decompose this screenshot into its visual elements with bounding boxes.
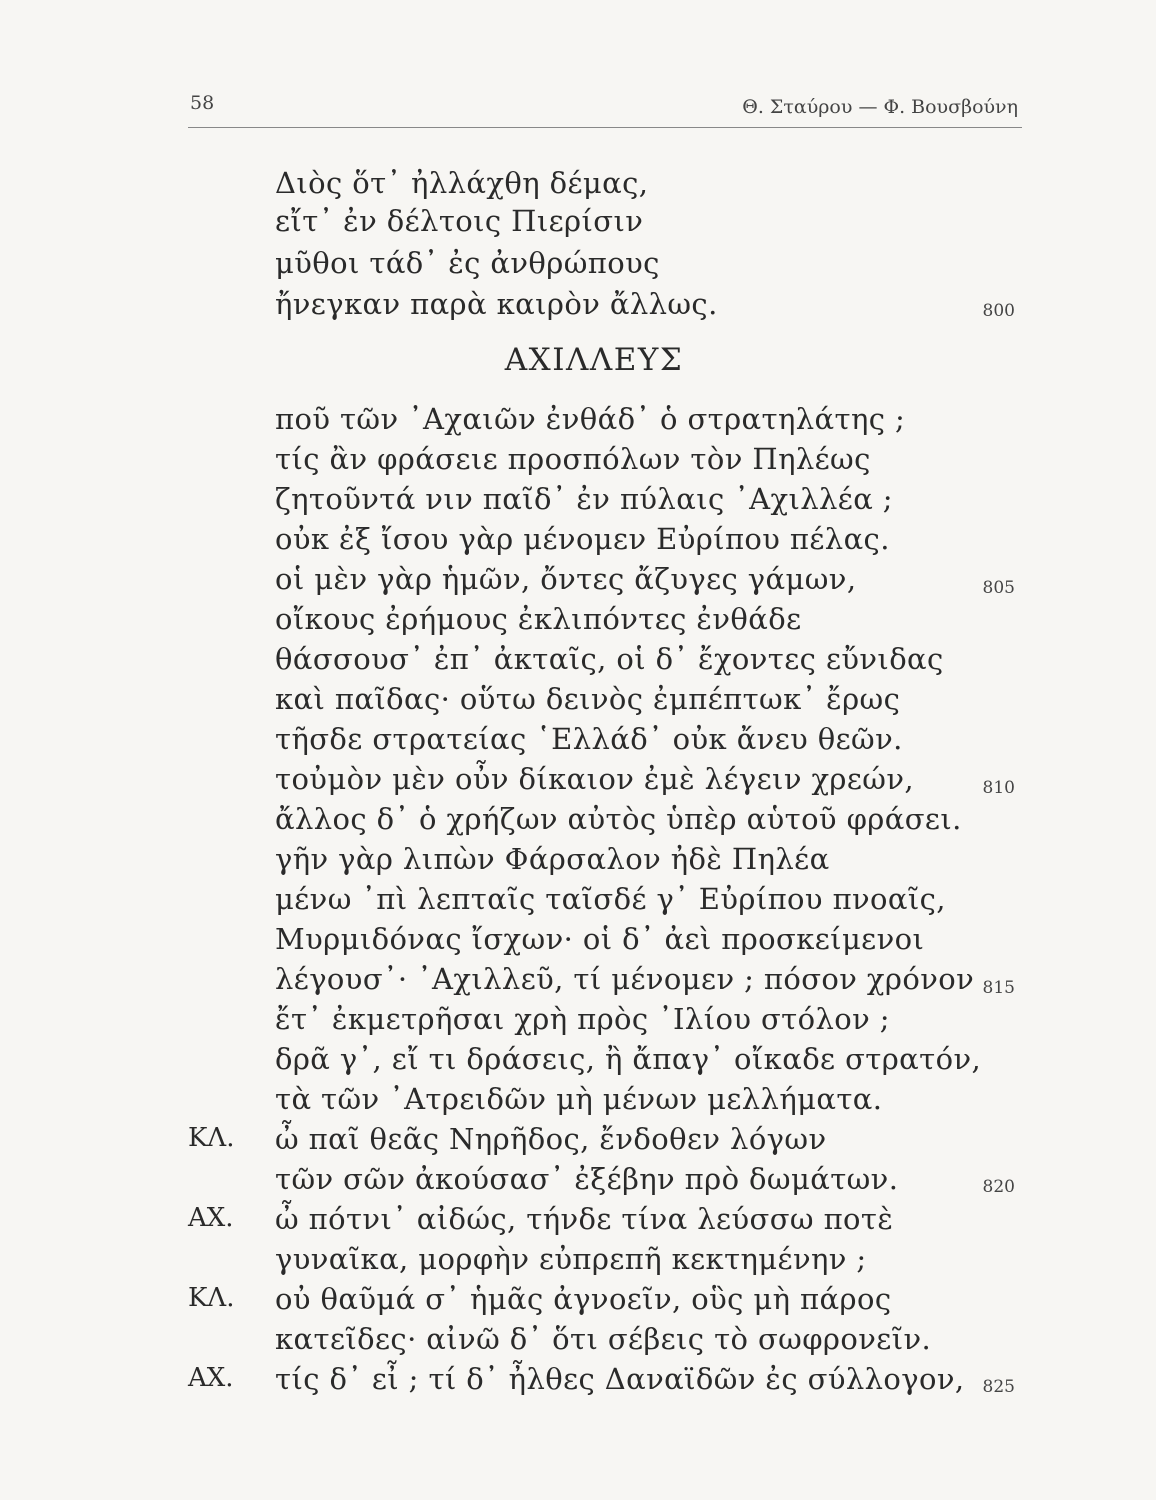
speaker-label: ΑΧ. xyxy=(188,1203,234,1233)
verse-line: οὐ θαῦμά σ᾽ ἡμᾶς ἀγνοεῖν, οὓς μὴ πάρος xyxy=(275,1282,892,1316)
verse-line: γυναῖκα, μορφὴν εὐπρεπῆ κεκτημένην ; xyxy=(275,1242,867,1276)
verse-line: τῆσδε στρατείας ῾Ελλάδ᾽ οὐκ ἄνευ θεῶν. xyxy=(275,722,903,756)
speaker-label: ΚΛ. xyxy=(188,1123,235,1153)
page-number: 58 xyxy=(190,92,215,114)
line-number: 825 xyxy=(982,1377,1015,1397)
line-number: 810 xyxy=(982,778,1015,798)
speaker-heading: ΑΧΙΛΛΕΥΣ xyxy=(504,342,684,378)
verse-line: ὦ παῖ θεᾶς Νηρῆδος, ἔνδοθεν λόγων xyxy=(275,1122,827,1156)
verse-line: τίς ἂν φράσειε προσπόλων τὸν Πηλέως xyxy=(275,442,871,476)
speaker-label: ΚΛ. xyxy=(188,1283,235,1313)
verse-line: θάσσουσ᾽ ἐπ᾽ ἀκταῖς, οἱ δ᾽ ἔχοντες εὔνιδας xyxy=(275,642,944,676)
verse-line: οἱ μὲν γὰρ ἡμῶν, ὄντες ἄζυγες γάμων, xyxy=(275,562,857,596)
verse-line: μῦθοι τάδ᾽ ἐς ἀνθρώπους xyxy=(275,246,660,280)
verse-line: ὦ πότνι᾽ αἰδώς, τήνδε τίνα λεύσσω ποτὲ xyxy=(275,1202,894,1236)
verse-line: τῶν σῶν ἀκούσασ᾽ ἐξέβην πρὸ δωμάτων. xyxy=(275,1162,899,1196)
verse-line: δρᾶ γ᾽, εἴ τι δράσεις, ἢ ἄπαγ᾽ οἴκαδε στρατόν, xyxy=(275,1042,982,1076)
verse-line: ἤνεγκαν παρὰ καιρὸν ἄλλως. xyxy=(275,287,718,321)
line-number: 820 xyxy=(982,1177,1015,1197)
verse-line: κατεῖδες· αἰνῶ δ᾽ ὅτι σέβεις τὸ σωφρονεῖν. xyxy=(275,1322,932,1356)
verse-line: Μυρμιδόνας ἴσχων· οἱ δ᾽ ἀεὶ προσκείμενοι xyxy=(275,922,925,956)
verse-line: εἴτ᾽ ἐν δέλτοις Πιερίσιν xyxy=(275,204,644,238)
verse-line: ζητοῦντά νιν παῖδ᾽ ἐν πύλαις ᾽Αχιλλέα ; xyxy=(275,482,893,516)
line-number: 805 xyxy=(982,578,1015,598)
line-number: 815 xyxy=(982,978,1015,998)
speaker-label: ΑΧ. xyxy=(188,1363,234,1393)
verse-line: γῆν γὰρ λιπὼν Φάρσαλον ἠδὲ Πηλέα xyxy=(275,842,830,876)
verse-line: τίς δ᾽ εἶ ; τί δ᾽ ἦλθες Δαναϊδῶν ἐς σύλλογον, xyxy=(275,1362,965,1396)
verse-line: ἄλλος δ᾽ ὁ χρήζων αὐτὸς ὑπὲρ αὑτοῦ φράσει. xyxy=(275,802,962,836)
verse-line: καὶ παῖδας· οὕτω δεινὸς ἐμπέπτωκ᾽ ἔρως xyxy=(275,682,901,716)
verse-line: ποῦ τῶν ᾽Αχαιῶν ἐνθάδ᾽ ὁ στρατηλάτης ; xyxy=(275,402,906,436)
verse-line: τὰ τῶν ᾽Ατρειδῶν μὴ μένων μελλήματα. xyxy=(275,1082,883,1116)
verse-line: οἴκους ἐρήμους ἐκλιπόντες ἐνθάδε xyxy=(275,602,802,636)
running-head: Θ. Σταύρου — Φ. Βουσβούνη xyxy=(742,96,1018,118)
verse-line: ἔτ᾽ ἐκμετρῆσαι χρὴ πρὸς ᾽Ιλίου στόλον ; xyxy=(275,1002,890,1036)
verse-line: μένω ᾽πὶ λεπταῖς ταῖσδέ γ᾽ Εὐρίπου πνοαῖς, xyxy=(275,882,946,916)
line-number: 800 xyxy=(982,301,1015,321)
verse-line: Διὸς ὅτ᾽ ἠλλάχθη δέμας, xyxy=(275,166,649,200)
verse-line: λέγουσ᾽· ᾽Αχιλλεῦ, τί μένομεν ; πόσον χρόνον xyxy=(275,962,975,996)
verse-line: οὐκ ἐξ ἴσου γὰρ μένομεν Εὐρίπου πέλας. xyxy=(275,522,890,556)
verse-line: τοὐμὸν μὲν οὖν δίκαιον ἐμὲ λέγειν χρεών, xyxy=(275,762,915,796)
